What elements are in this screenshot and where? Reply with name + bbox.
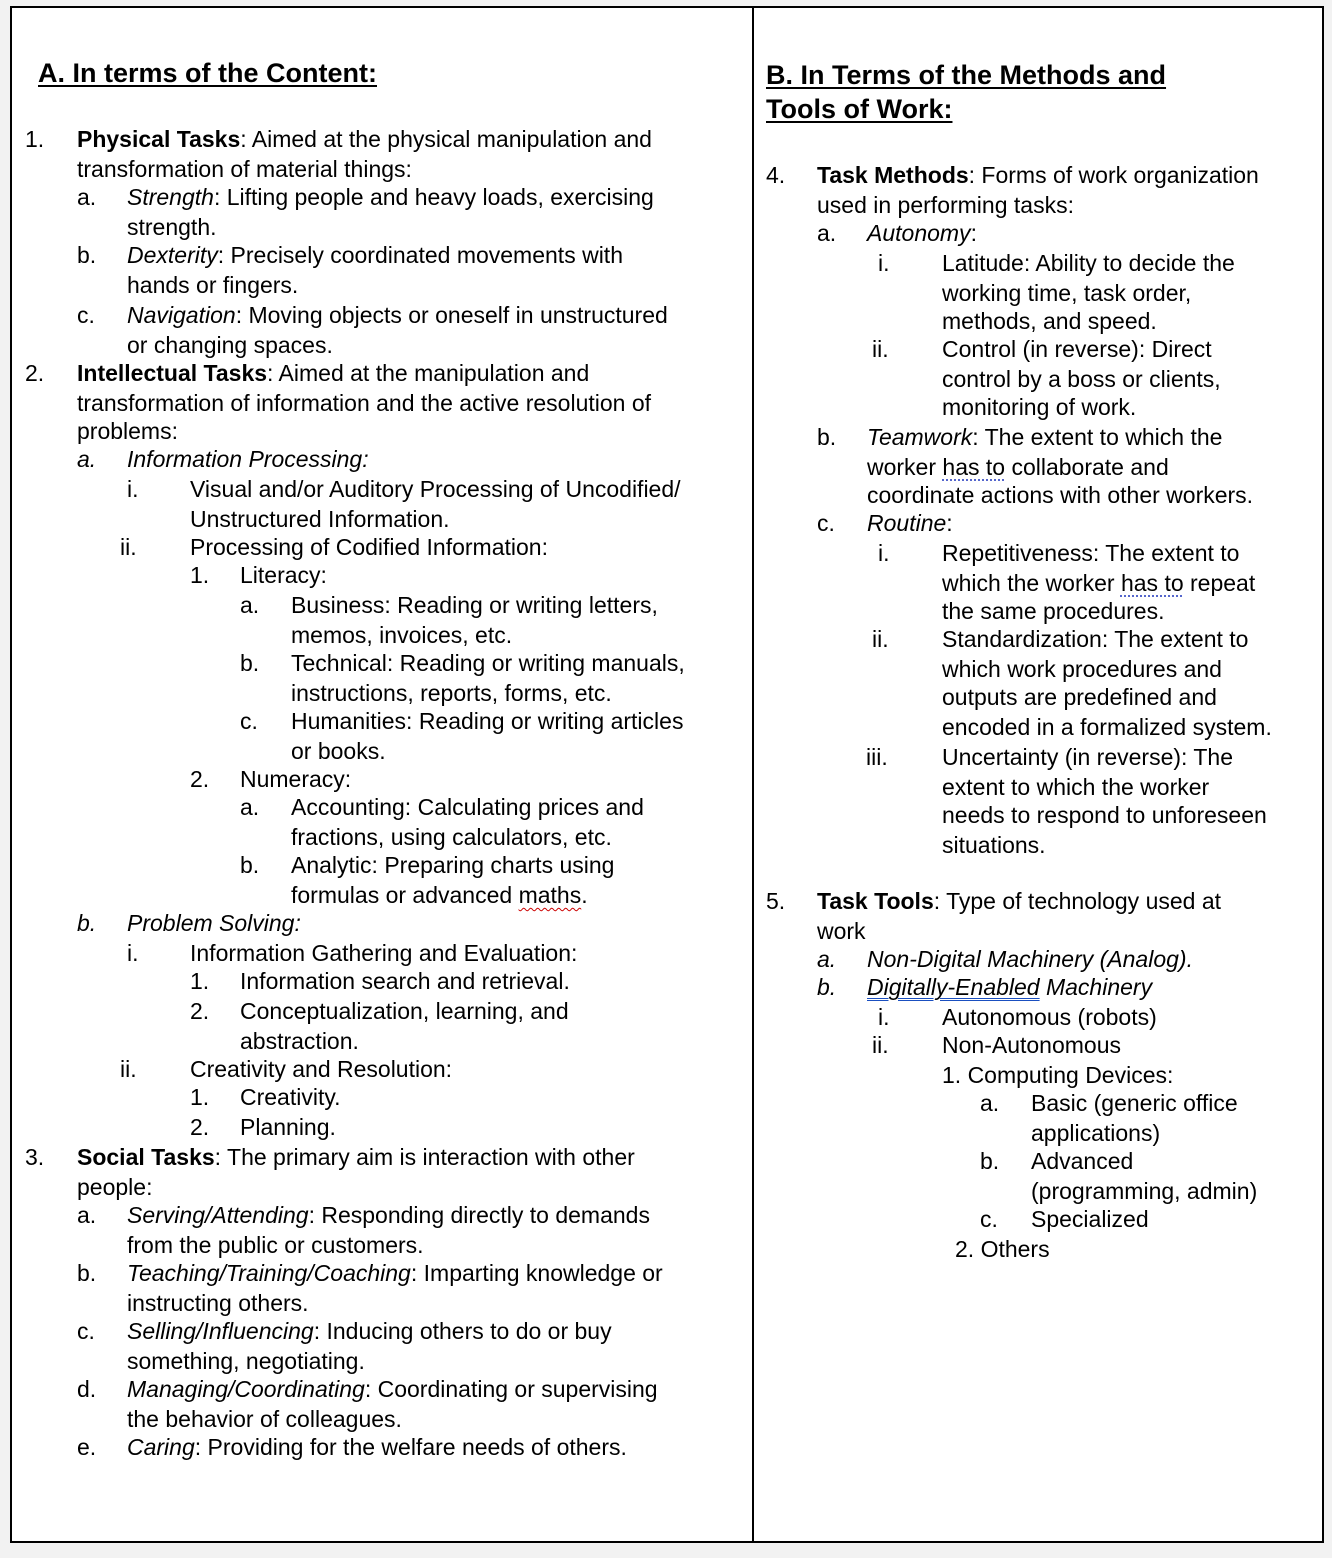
heading-content: A. In terms of the Content:: [38, 58, 377, 88]
grammar-underline: has to: [942, 454, 1006, 480]
heading-methods-line2: Tools of Work:: [766, 94, 953, 124]
grammar-underline: Digitally-Enabled: [867, 974, 1040, 1000]
grammar-underline: has to: [1120, 570, 1184, 596]
spellcheck-underline: maths: [518, 882, 582, 908]
column-divider: [752, 8, 754, 1541]
heading-methods-line1: B. In Terms of the Methods and: [766, 60, 1167, 90]
